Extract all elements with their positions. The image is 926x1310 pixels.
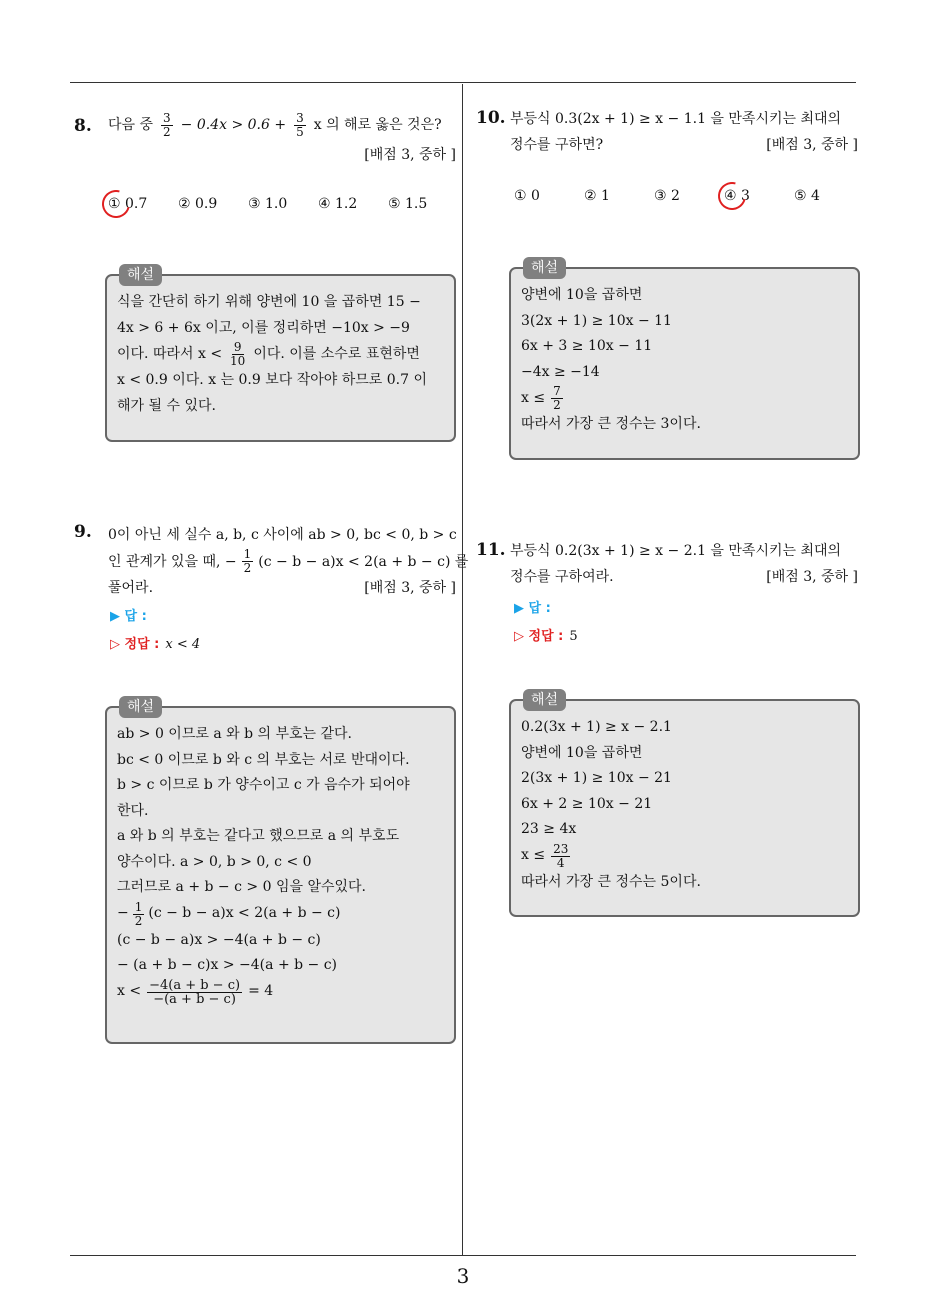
answer-label: ▶ 답 : (514, 601, 551, 616)
choice-2[interactable]: ② 1 (584, 188, 610, 204)
fraction: $\frac{1}{2}$ (134, 899, 143, 928)
question-9 (74, 522, 469, 602)
score-meta: [배점 3, 중하 ] (766, 569, 858, 585)
choice-2[interactable]: ② 0.9 (178, 196, 218, 212)
fraction: $\frac{23}{4}$ (553, 841, 569, 870)
question-stem: 0이 아닌 세 실수 a, b, c 사이에 ab > 0, bc < 0, b > c 인 관계가 있을 때, − $\frac{1}{2}$ (c − b − a)x < 2(a + b − c) 를 풀어라. [배점 3, 중하 ] (108, 522, 456, 601)
question-8 (74, 108, 456, 168)
choices-q10 (514, 188, 864, 204)
solution-box-q9 (105, 699, 456, 1044)
score-meta: [배점 3, 중하 ] (364, 147, 456, 163)
question-number: 9. (74, 522, 92, 542)
choice-3[interactable]: ③ 1.0 (248, 196, 288, 212)
solution-box-q10 (509, 260, 860, 460)
fraction: $\frac{7}{2}$ (553, 384, 561, 412)
question-number: 8. (74, 116, 92, 136)
choice-3[interactable]: ③ 2 (654, 188, 680, 204)
score-meta: [배점 3, 중하 ] (766, 137, 858, 153)
top-rule (70, 82, 856, 83)
fraction: $\frac{9}{10}$ (230, 340, 246, 368)
choice-5[interactable]: ⑤ 1.5 (388, 196, 428, 212)
fraction: $\frac{3}{2}$ (163, 110, 171, 139)
bottom-rule (70, 1255, 856, 1256)
question-number: 10. (476, 108, 506, 128)
solution-box-q8 (105, 267, 456, 442)
choice-5[interactable]: ⑤ 4 (794, 188, 820, 204)
fraction: $\frac{1}{2}$ (243, 547, 252, 575)
correct-answer: ▷ 정답 : 5 (514, 629, 578, 644)
selected-circle-mark (713, 177, 751, 215)
solution-tag: 해설 (523, 689, 566, 711)
solution-content: 식을 간단히 하기 위해 양변에 10 을 곱하면 15 − 4x > 6 + 6x 이고, 이를 정리하면 −10x > −9 이다. 따라서 x < $\frac{9}{10}$ 이다. 이를 소수로 표현하면 x < 0.9 이다. x 는 0.9 보다 작아야 하므로 0.7 이 해가 될 수 있다. (117, 294, 428, 414)
solution-tag: 해설 (523, 257, 566, 279)
question-11 (476, 538, 858, 598)
correct-answer: ▷ 정답 : x < 4 (110, 637, 201, 652)
solution-tag: 해설 (119, 696, 162, 718)
question-10 (476, 106, 858, 166)
solution-content: ab > 0 이므로 a 와 b 의 부호는 같다. bc < 0 이므로 b 와 c 의 부호는 서로 반대이다. b > c 이므로 b 가 양수이고 c 가 음수가 되어야 한다. a 와 b 의 부호는 같다고 했으므로 a 의 부호도 양수이다. a > 0, b > 0, c < 0 그러므로 a + b − c > 0 임을 알수있다. − $\frac{1}{2}$ (c − b − a)x < 2(a + b − c) (c − b − a)x > −4(a + b − c) − (a + b − c)x > −4(a + b − c) x < $\frac{-4(a + b - c)}{-(a + b - c)}$ = 4 (117, 726, 410, 1007)
score-meta: [배점 3, 중하 ] (364, 580, 456, 596)
question-stem: 부등식 0.3(2x + 1) ≥ x − 1.1 을 만족시키는 최대의 정수를 구하면? [배점 3, 중하 ] (510, 106, 858, 158)
choices-q8 (108, 196, 458, 212)
fraction: $\frac{-4(a + b - c)}{-(a + b - c)}$ (149, 977, 241, 1007)
selected-circle-mark (97, 185, 135, 223)
solution-box-q11 (509, 692, 860, 917)
choice-4[interactable]: ④ 3 (724, 188, 794, 204)
solution-content: 양변에 10을 곱하면 3(2x + 1) ≥ 10x − 11 6x + 3 ≥ 10x − 11 −4x ≥ −14 x ≤ $\frac{7}{2}$ 따라서 가장 큰 정수는 3이다. (521, 287, 701, 432)
question-stem: 부등식 0.2(3x + 1) ≥ x − 2.1 을 만족시키는 최대의 정수를 구하여라. [배점 3, 중하 ] (510, 538, 858, 590)
choice-4[interactable]: ④ 1.2 (318, 196, 358, 212)
question-stem: 다음 중 $\frac{3}{2}$ − 0.4x > 0.6 + $\frac{3}{5}$ x 의 해로 옳은 것은? [배점 3, 중하 ] (108, 108, 456, 168)
page-number: 3 (456, 1264, 470, 1288)
choice-1[interactable]: ① 0.7 (108, 196, 178, 212)
solution-content: 0.2(3x + 1) ≥ x − 2.1 양변에 10을 곱하면 2(3x + 1) ≥ 10x − 21 6x + 2 ≥ 10x − 21 23 ≥ 4x x ≤ $\frac{23}{4}$ 따라서 가장 큰 정수는 5이다. (521, 719, 701, 890)
solution-tag: 해설 (119, 264, 162, 286)
question-number: 11. (476, 540, 506, 560)
choice-1[interactable]: ① 0 (514, 188, 540, 204)
fraction: $\frac{3}{5}$ (296, 110, 304, 139)
answer-label: ▶ 답 : (110, 609, 147, 624)
column-divider (462, 84, 463, 1256)
